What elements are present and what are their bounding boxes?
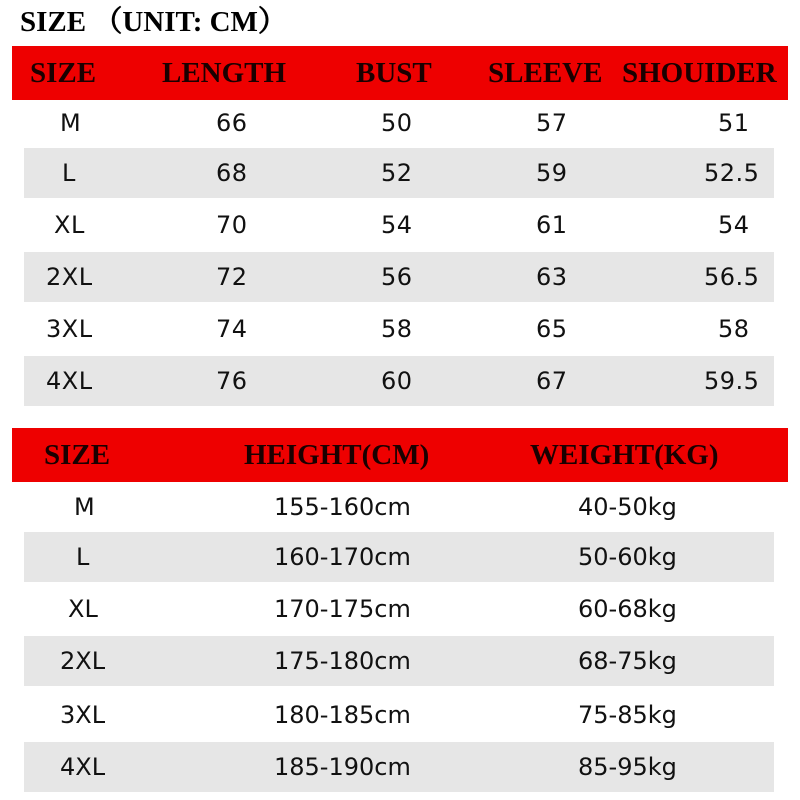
table-cell: 60-68kg (578, 595, 677, 623)
page-title: SIZE （UNIT: CM） (20, 6, 287, 38)
table1-header-sleeve: SLEEVE (488, 57, 603, 89)
table-cell: XL (54, 211, 85, 239)
table-cell: 61 (536, 211, 568, 239)
table2-header-height: HEIGHT(CM) (244, 439, 430, 471)
table-cell: 59 (536, 159, 568, 187)
table-row (24, 148, 774, 198)
table-cell: 85-95kg (578, 753, 677, 781)
table-row (24, 482, 774, 532)
table-cell: 57 (536, 109, 568, 137)
table-cell: 70 (216, 211, 248, 239)
table-cell: 54 (381, 211, 413, 239)
table-cell: 58 (381, 315, 413, 343)
table-row (24, 356, 774, 406)
table-cell: 2XL (60, 647, 106, 675)
table-cell: L (62, 159, 76, 187)
table-cell: 60 (381, 367, 413, 395)
table1-header-bust: BUST (356, 57, 432, 89)
table-cell: 52 (381, 159, 413, 187)
table-cell: 4XL (60, 753, 106, 781)
table-cell: M (60, 109, 82, 137)
table-cell: 40-50kg (578, 493, 677, 521)
table-cell: 75-85kg (578, 701, 677, 729)
table1-header (12, 46, 788, 100)
table-cell: 65 (536, 315, 568, 343)
table-cell: 56 (381, 263, 413, 291)
table-cell: 180-185cm (274, 701, 411, 729)
table-cell: 2XL (46, 263, 93, 291)
table1-header-length: LENGTH (162, 57, 287, 89)
table-cell: 68-75kg (578, 647, 677, 675)
table-cell: 66 (216, 109, 248, 137)
table-cell: M (74, 493, 95, 521)
table-cell: 76 (216, 367, 248, 395)
table-cell: 51 (718, 109, 750, 137)
table-cell: 50-60kg (578, 543, 677, 571)
table-row (24, 98, 774, 148)
table-cell: 67 (536, 367, 568, 395)
table-cell: 54 (718, 211, 750, 239)
table-cell: L (76, 543, 90, 571)
table-cell: 63 (536, 263, 568, 291)
table2-header (12, 428, 788, 482)
table2-header-size: SIZE (44, 439, 111, 471)
table-row (24, 636, 774, 686)
table-row (24, 690, 774, 740)
table-cell: 3XL (46, 315, 93, 343)
table-cell: 170-175cm (274, 595, 411, 623)
table-cell: 52.5 (704, 159, 760, 187)
table2-header-weight: WEIGHT(KG) (530, 439, 719, 471)
table-cell: 72 (216, 263, 248, 291)
table-row (24, 584, 774, 634)
table-cell: 56.5 (704, 263, 760, 291)
table-cell: 74 (216, 315, 248, 343)
table-cell: 50 (381, 109, 413, 137)
table-row (24, 304, 774, 354)
table-cell: 58 (718, 315, 750, 343)
table-cell: 3XL (60, 701, 106, 729)
table-cell: 68 (216, 159, 248, 187)
table-cell: 59.5 (704, 367, 760, 395)
table-cell: 155-160cm (274, 493, 411, 521)
table-cell: 160-170cm (274, 543, 411, 571)
table-row (24, 252, 774, 302)
table-row (24, 742, 774, 792)
table-cell: 4XL (46, 367, 93, 395)
table-row (24, 532, 774, 582)
table-cell: XL (68, 595, 98, 623)
table1-header-size: SIZE (30, 57, 97, 89)
table-cell: 185-190cm (274, 753, 411, 781)
table-row (24, 200, 774, 250)
table-cell: 175-180cm (274, 647, 411, 675)
table1-header-shoulder: SHOUIDER (622, 57, 777, 89)
